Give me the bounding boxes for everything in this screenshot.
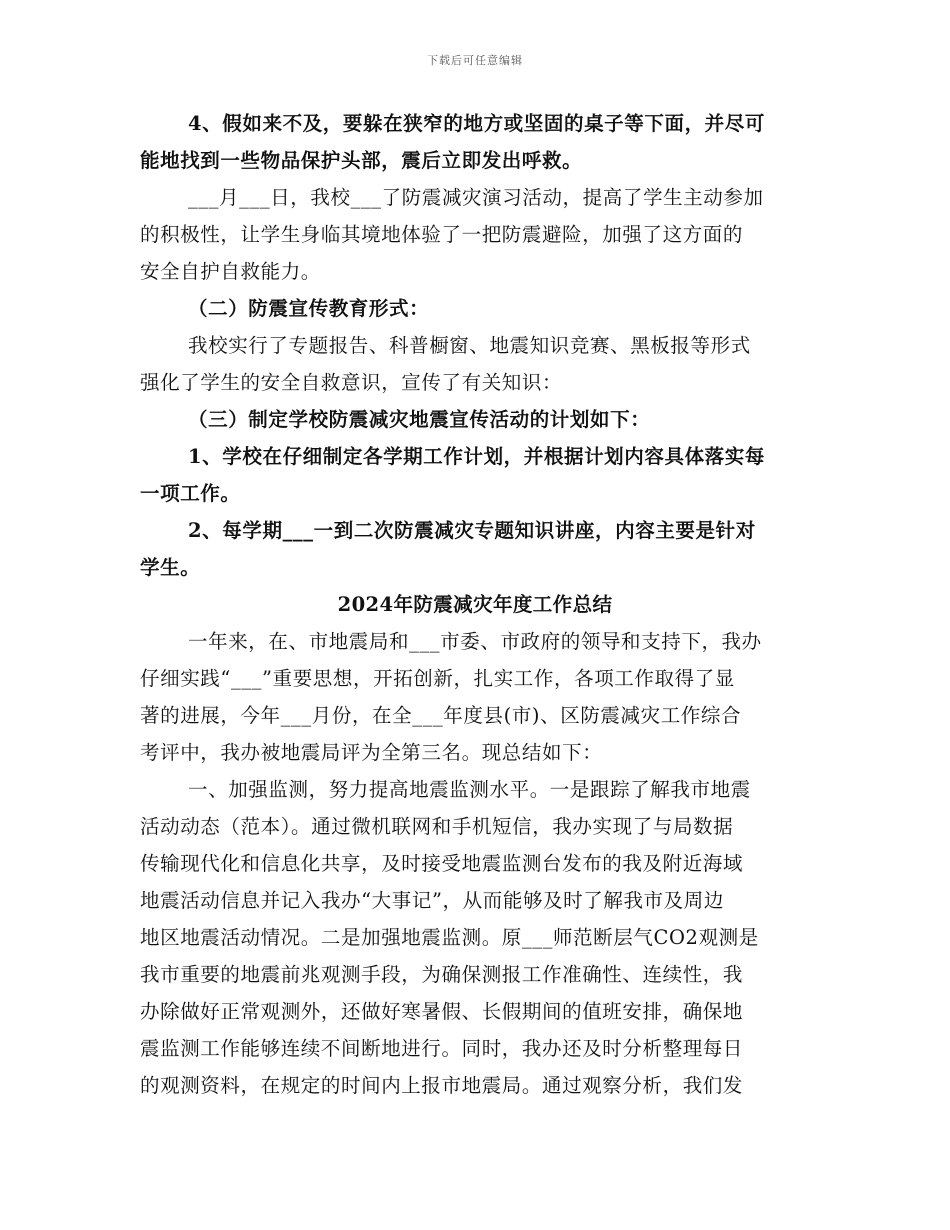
text-line: 办除做好正常观测外，还做好寒暑假、长假期间的值班安排，确保地	[140, 1000, 744, 1023]
text-line: 2、每学期___一到二次防震减灾专题知识讲座，内容主要是针对	[188, 519, 756, 542]
text-line: （二）防震宣传教育形式：	[188, 297, 430, 320]
text-line: 的观测资料，在规定的时间内上报市地震局。通过观察分析，我们发	[140, 1074, 744, 1097]
text-line: 地区地震活动情况。二是加强地震监测。原___师范断层气CO2观测是	[140, 926, 759, 949]
text-line: 一年来，在、市地震局和___市委、市政府的领导和支持下，我办	[188, 630, 762, 653]
text-line: 的积极性，让学生身临其境地体验了一把防震避险，加强了这方面的	[140, 223, 744, 246]
text-line: 安全自护自救能力。	[140, 260, 321, 283]
text-line: 学生。	[140, 556, 201, 579]
text-line: 一、加强监测，努力提高地震监测水平。一是跟踪了解我市地震	[188, 778, 751, 801]
text-line: 地震活动信息并记入我办“大事记”，从而能够及时了解我市及周边	[140, 889, 724, 912]
text-line: 我校实行了专题报告、科普橱窗、地震知识竞赛、黑板报等形式	[188, 334, 751, 357]
text-line: 我市重要的地震前兆观测手段，为确保测报工作准确性、连续性，我	[140, 963, 744, 986]
document-body	[140, 105, 810, 1104]
text-line: 著的进展，今年___月份，在全___年度县(市)、区防震减灾工作综合	[140, 704, 742, 727]
text-line: ___月___日，我校___了防震减灾演习活动，提高了学生主动参加	[188, 186, 764, 209]
section-title: 2024年防震减灾年度工作总结	[337, 593, 613, 616]
text-line: 强化了学生的安全自救意识，宣传了有关知识：	[140, 371, 563, 394]
text-line: 活动动态（范本）。通过微机联网和手机短信，我办实现了与局数据	[140, 815, 734, 838]
text-line: 震监测工作能够连续不间断地进行。同时，我办还及时分析整理每日	[140, 1037, 744, 1060]
text-line: （三）制定学校防震减灾地震宣传活动的计划如下：	[188, 408, 651, 431]
text-line: 考评中，我办被地震局评为全第三名。现总结如下：	[140, 741, 603, 764]
text-line: 仔细实践“___”重要思想，开拓创新，扎实工作，各项工作取得了显	[140, 667, 735, 690]
text-line: 1、学校在仔细制定各学期工作计划，并根据计划内容具体落实每	[188, 445, 765, 468]
text-line: 传输现代化和信息化共享，及时接受地震监测台发布的我及附近海域	[140, 852, 744, 875]
text-line: 4、假如来不及，要躲在狭窄的地方或坚固的桌子等下面，并尽可	[188, 112, 765, 135]
text-line: 能地找到一些物品保护头部，震后立即发出呼救。	[140, 149, 583, 172]
page-header: 下载后可任意编辑	[427, 54, 523, 67]
text-line: 一项工作。	[140, 482, 241, 505]
